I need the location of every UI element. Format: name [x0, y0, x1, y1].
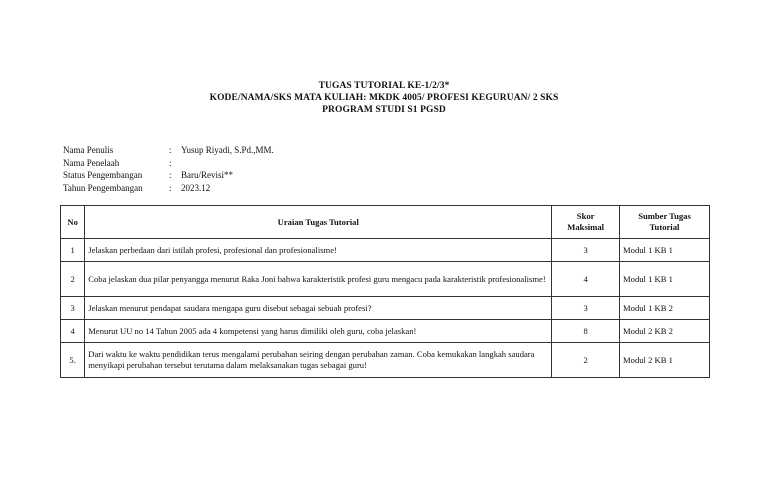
info-value: Baru/Revisi** — [181, 170, 233, 180]
row-task: Dari waktu ke waktu pendidikan terus mengalami perubahan seiring dengan perubahan zaman. Coba kemukakan langkah saudara menyikapi perubahan tersebut terutama dalam melaksanakan tugas sebagai guru! — [85, 343, 552, 378]
info-label: Nama Penulis — [63, 145, 114, 155]
header-score-line2: Maksimal — [567, 222, 605, 232]
row-task: Menurut UU no 14 Tahun 2005 ada 4 kompetensi yang harus dimiliki oleh guru, coba jelaskan! — [85, 320, 552, 343]
header-no: No — [61, 206, 85, 239]
row-source: Modul 2 KB 2 — [620, 320, 710, 343]
document-header — [0, 80, 768, 116]
table-row — [61, 297, 710, 320]
info-colon: : — [169, 182, 172, 193]
row-source: Modul 2 KB 1 — [620, 343, 710, 378]
table-row — [61, 343, 710, 378]
table-header-row — [61, 206, 710, 239]
header-score — [552, 206, 620, 239]
info-row-author — [63, 144, 274, 157]
info-label: Status Pengembangan — [63, 170, 143, 180]
header-program: PROGRAM STUDI S1 PGSD — [322, 105, 446, 115]
header-title: TUGAS TUTORIAL KE-1/2/3* — [318, 81, 450, 91]
row-score: 3 — [552, 239, 620, 262]
row-no: 5. — [61, 343, 85, 378]
row-score: 4 — [552, 262, 620, 297]
info-row-year — [63, 182, 274, 195]
table-row — [61, 262, 710, 297]
info-label: Nama Penelaah — [63, 157, 120, 168]
header-score-line1: Skor — [576, 211, 595, 221]
info-value: 2023.12 — [181, 182, 211, 193]
tasks-table — [60, 205, 710, 378]
info-row-reviewer — [63, 157, 274, 170]
row-no: 1 — [61, 239, 85, 262]
row-score: 2 — [552, 343, 620, 378]
row-task: Coba jelaskan dua pilar penyangga menurut Raka Joni bahwa karakteristik profesi guru mengacu pada karakteristik profesionalisme! — [85, 262, 552, 297]
row-source: Modul 1 KB 1 — [620, 239, 710, 262]
row-no: 3 — [61, 297, 85, 320]
info-value: Yusup Riyadi, S.Pd.,MM. — [181, 145, 274, 155]
header-course: KODE/NAMA/SKS MATA KULIAH: MKDK 4005/ PROFESI KEGURUAN/ 2 SKS — [209, 93, 559, 103]
header-source-line2: Tutorial — [649, 222, 680, 232]
row-no: 2 — [61, 262, 85, 297]
info-colon: : — [169, 157, 172, 168]
row-task: Jelaskan perbedaan dari istilah profesi, profesional dan profesionalisme! — [85, 239, 552, 262]
row-score: 3 — [552, 297, 620, 320]
info-colon: : — [169, 170, 172, 180]
header-task: Uraian Tugas Tutorial — [85, 206, 552, 239]
row-score: 8 — [552, 320, 620, 343]
row-task: Jelaskan menurut pendapat saudara mengapa guru disebut sebagai sebuah profesi? — [85, 297, 552, 320]
table-row — [61, 320, 710, 343]
info-colon: : — [169, 145, 172, 155]
row-source: Modul 1 KB 1 — [620, 262, 710, 297]
header-source — [620, 206, 710, 239]
header-source-line1: Sumber Tugas — [638, 211, 691, 221]
row-source: Modul 1 KB 2 — [620, 297, 710, 320]
info-label: Tahun Pengembangan — [63, 182, 143, 193]
info-block — [63, 144, 274, 194]
info-row-status — [63, 169, 274, 182]
table-row — [61, 239, 710, 262]
row-no: 4 — [61, 320, 85, 343]
